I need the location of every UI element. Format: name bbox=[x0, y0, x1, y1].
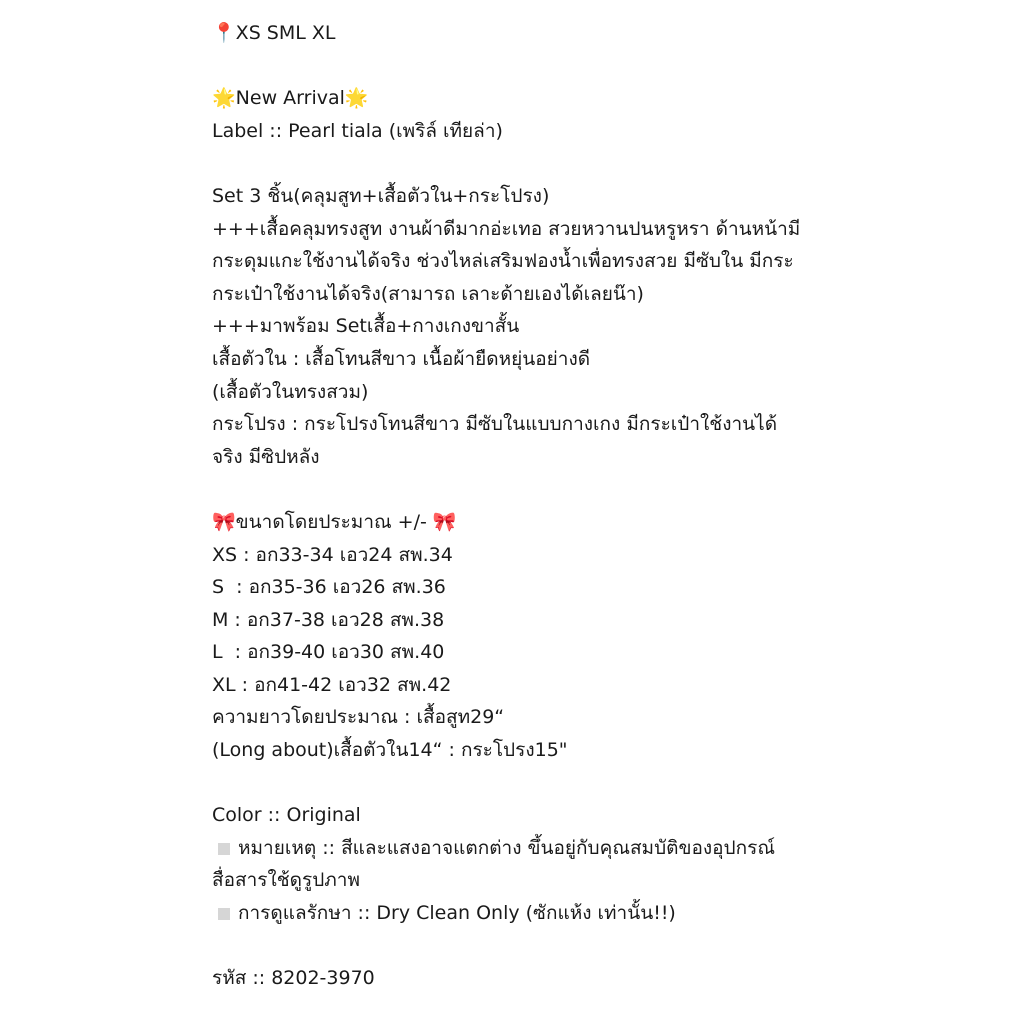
size-row: XS : อก33-34 เอว24 สพ.34 bbox=[212, 543, 453, 566]
star-icon: 🌟 bbox=[344, 87, 369, 110]
square-bullet-icon bbox=[218, 908, 230, 920]
size-heading bbox=[212, 506, 1012, 539]
new-arrival-line bbox=[212, 82, 1012, 115]
description-line: +++เสื้อคลุมทรงสูท งานผ้าดีมากอ่ะเทอ สวยหวานปนหรูหรา ด้านหน้ามี bbox=[212, 217, 801, 240]
pin-icon: 📍 bbox=[212, 22, 236, 44]
description-line: กระโปรง : กระโปรงโทนสีขาว มีซับในแบบกางเกง มีกระเป๋าใช้งานได้ bbox=[212, 413, 778, 436]
size-row: L : อก39-40 เอว30 สพ.40 bbox=[212, 641, 445, 664]
remark-text: หมายเหตุ :: สีและแสงอาจแตกต่าง ขึ้นอยู่กับคุณสมบัติของอุปกรณ์ bbox=[238, 836, 775, 859]
spacer bbox=[212, 50, 1012, 83]
spacer bbox=[212, 767, 1012, 800]
description-line: กระดุมแกะใช้งานได้จริง ช่วงไหล่เสริมฟองน้ำเพื่อทรงสวย มีซับใน มีกระ bbox=[212, 250, 794, 273]
remark-line bbox=[212, 832, 1012, 865]
brand-label: Label :: Pearl tiala (เพริล์ เทียล่า) bbox=[212, 119, 503, 142]
description-line: กระเป๋าใช้งานได้จริง(สามารถ เลาะด้ายเองได้เลยน๊า) bbox=[212, 282, 644, 305]
description-line: จริง มีซิปหลัง bbox=[212, 445, 320, 468]
spacer bbox=[212, 473, 1012, 506]
length-line: (Long about)เสื้อตัวใน14“ : กระโปรง15" bbox=[212, 739, 568, 762]
description-line: Set 3 ชิ้น(คลุมสูท+เสื้อตัวใน+กระโปรง) bbox=[212, 184, 550, 207]
ribbon-icon: 🎀 bbox=[212, 510, 236, 533]
description-line: (เสื้อตัวในทรงสวม) bbox=[212, 380, 369, 403]
size-row: M : อก37-38 เอว28 สพ.38 bbox=[212, 608, 445, 631]
remark-continuation: สื่อสารใช้ดูรูปภาพ bbox=[212, 869, 360, 892]
size-heading-text: ขนาดโดยประมาณ +/- bbox=[235, 510, 433, 533]
care-line bbox=[212, 897, 1012, 930]
size-row: XL : อก41-42 เอว32 สพ.42 bbox=[212, 673, 452, 696]
product-code: รหัส :: 8202-3970 bbox=[212, 967, 375, 990]
spacer bbox=[212, 147, 1012, 180]
new-arrival-text: New Arrival bbox=[235, 87, 345, 110]
size-availability-line bbox=[212, 17, 1012, 50]
available-sizes: XS SML XL bbox=[235, 22, 336, 44]
star-icon: 🌟 bbox=[212, 87, 236, 110]
product-post bbox=[212, 17, 1012, 995]
size-row: S : อก35-36 เอว26 สพ.36 bbox=[212, 576, 446, 599]
spacer bbox=[212, 930, 1012, 963]
description-line: เสื้อตัวใน : เสื้อโทนสีขาว เนื้อผ้ายืดหยุ่นอย่างดี bbox=[212, 347, 591, 370]
color-line: Color :: Original bbox=[212, 804, 361, 827]
length-line: ความยาวโดยประมาณ : เสื้อสูท29“ bbox=[212, 706, 505, 729]
care-text: การดูแลรักษา :: Dry Clean Only (ซักแห้ง เท่านั้น!!) bbox=[238, 902, 676, 925]
description-line: +++มาพร้อม Setเสื้อ+กางเกงขาสั้น bbox=[212, 315, 520, 338]
square-bullet-icon bbox=[218, 843, 230, 855]
ribbon-icon: 🎀 bbox=[432, 510, 457, 533]
